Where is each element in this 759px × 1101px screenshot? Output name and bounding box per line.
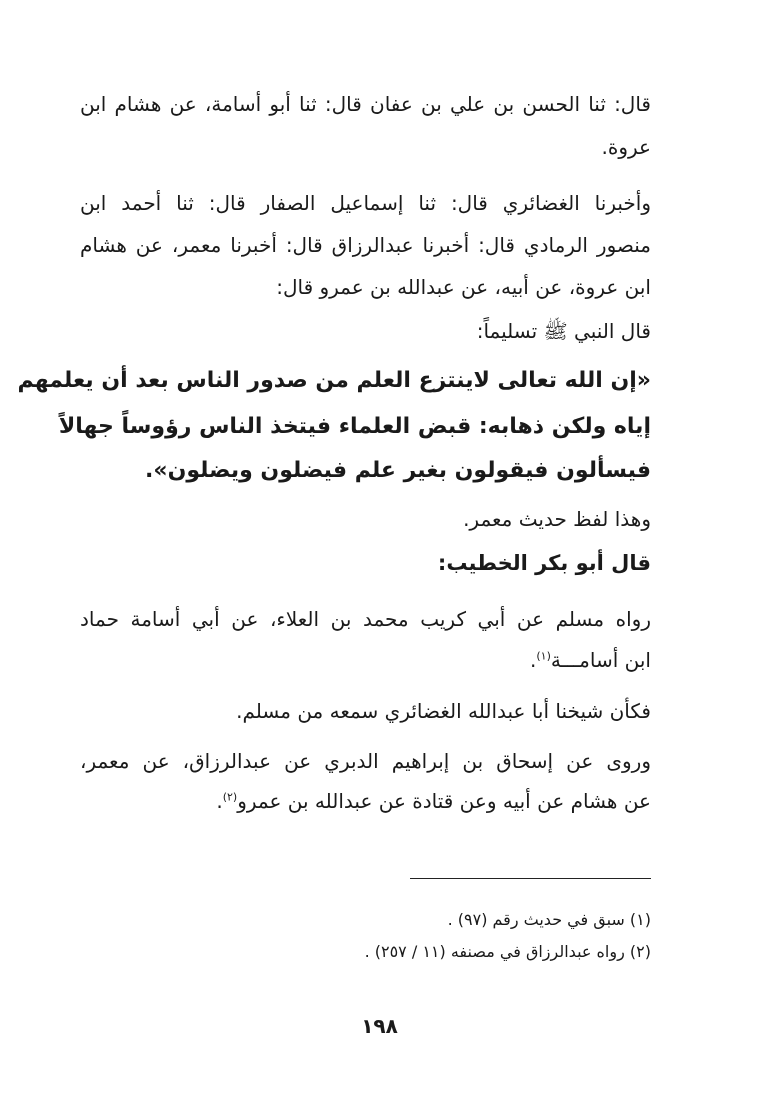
section-heading: قال أبو بكر الخطيب: [437,551,651,575]
paragraph-6-line-1: فكأن شيخنا أبا عبدالله الغضائري سمعه من مسلم. [236,699,651,723]
footnote-ref-2: (٢) [222,790,238,804]
hadith-line-2: إياه ولكن ذهابه: قبض العلماء فيتخذ الناس رؤوساً جهالاً [58,414,651,439]
paragraph-2-line-3: ابن عروة، عن أبيه، عن عبدالله بن عمرو قال: [276,275,651,299]
paragraph-5-line-2-text: ابن أسامـــة [550,648,651,672]
paragraph-5-line-2-end: . [529,648,537,672]
paragraph-2-line-2: منصور الرمادي قال: أخبرنا عبدالرزاق قال: أخبرنا معمر، عن هشام [80,233,651,257]
paragraph-5-line-2 [530,645,651,675]
hadith-line-3: فيسألون فيقولون بغير علم فيضلون ويضلون». [145,458,651,483]
hadith-line-1: «إن الله تعالى لاينتزع العلم من صدور الناس بعد أن يعلمهم [17,368,651,393]
paragraph-7-line-2 [216,786,651,816]
paragraph-3-line-1: قال النبي ﷺ تسليماً: [476,319,651,343]
footnote-ref-1: (١) [536,649,551,663]
footnote-1: (١) سبق في حديث رقم (٩٧) . [447,910,651,929]
footnote-2: (٢) رواه عبدالرزاق في مصنفه (١١ / ٢٥٧) . [364,942,651,961]
paragraph-4-line-1: وهذا لفظ حديث معمر. [463,507,651,531]
paragraph-7-line-1: وروى عن إسحاق بن إبراهيم الدبري عن عبدالرزاق، عن معمر، [80,749,651,773]
paragraph-1-line-2: عروة. [601,135,651,159]
footnote-separator [410,878,651,879]
paragraph-7-line-2-end: . [216,789,223,813]
paragraph-1-line-1: قال: ثنا الحسن بن علي بن عفان قال: ثنا أبو أسامة، عن هشام ابن [80,92,651,116]
page-number: ١٩٨ [361,1014,398,1038]
paragraph-7-line-2-text: عن هشام عن أبيه وعن قتادة عن عبدالله بن عمرو [237,789,651,813]
paragraph-2-line-1: وأخبرنا الغضائري قال: ثنا إسماعيل الصفار قال: ثنا أحمد ابن [80,191,651,215]
paragraph-5-line-1: رواه مسلم عن أبي كريب محمد بن العلاء، عن أبي أسامة حماد [80,607,651,631]
